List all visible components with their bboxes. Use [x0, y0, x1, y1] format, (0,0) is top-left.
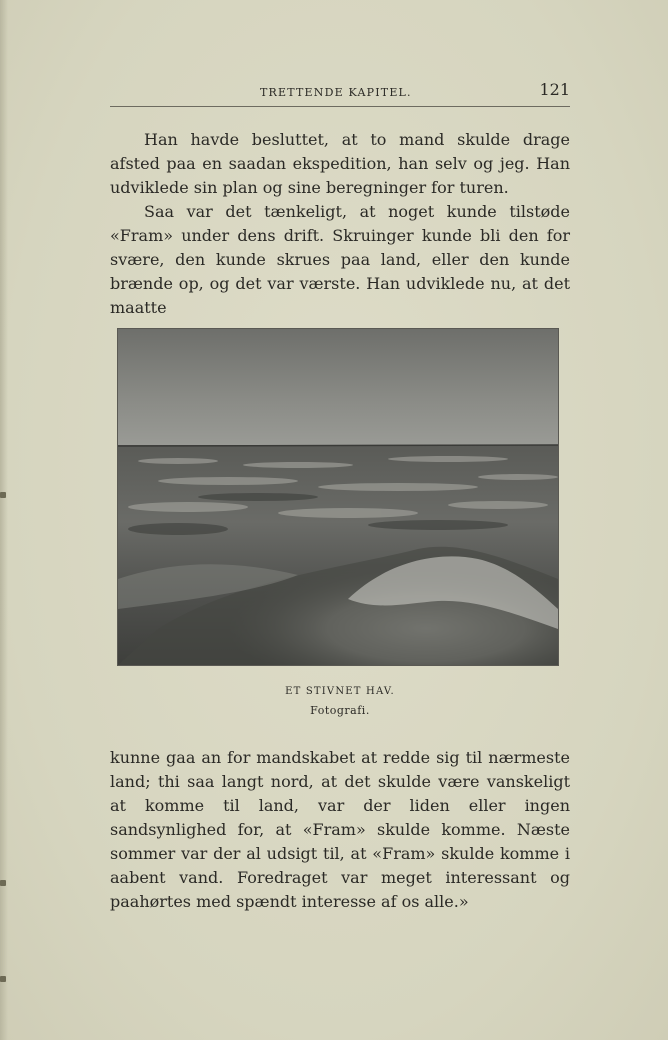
photo-image [118, 329, 558, 665]
page-number: 121 [539, 80, 570, 99]
page-header [110, 80, 570, 107]
margin-mark [0, 880, 6, 886]
margin-mark [0, 976, 6, 982]
paragraph-1: Han havde besluttet, at to mand skulde drage afsted paa en saadan ekspedition, han selv og jeg. Han udviklede sin plan og sine beregninger for turen. [110, 130, 570, 197]
figure-caption: ET STIVNET HAV. [285, 686, 395, 697]
paragraph-3: kunne gaa an for mandskabet at redde sig til nærmeste land; thi saa langt nord, at det skulde være vanskeligt at komme til land, var der liden eller ingen sandsynlighed for, at «Fram» skulde komme. Næste sommer var der al udsigt til, at «Fram» skulde komme i aabent vand. Foredraget var meget interessant og paahørtes med spændt interesse af os alle.» [110, 748, 570, 911]
running-head: TRETTENDE KAPITEL. [260, 86, 412, 99]
margin-mark [0, 492, 6, 498]
sea-ice-photograph [117, 328, 559, 666]
figure-credit: Fotografi. [310, 704, 370, 717]
paragraph-2: Saa var det tænkeligt, at noget kunde tilstøde «Fram» under dens drift. Skruinger kunde bli den for svære, den kunde skrues paa land, eller den kunde brænde op, og det var værste. Han udviklede nu, at det maatte [110, 202, 570, 317]
